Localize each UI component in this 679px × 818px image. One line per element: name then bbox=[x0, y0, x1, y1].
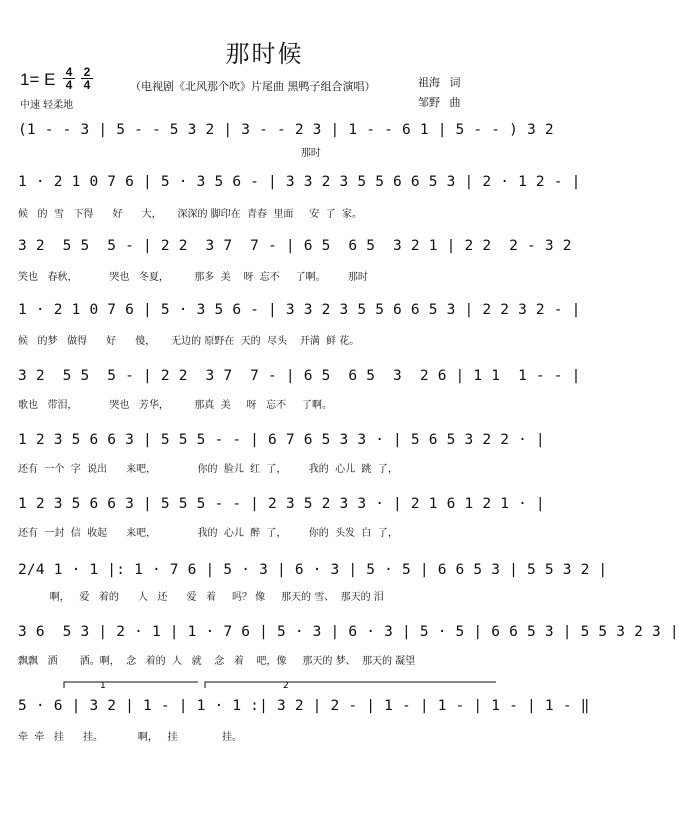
score-line-2-notes: 1 · 2 1 0 7 6 | 5 · 3 5 6 - | 3 3 2 3 5 5 6 6 5 3 | 2 · 1 2 - | bbox=[18, 174, 581, 190]
time-signature-top: 2 bbox=[83, 65, 91, 79]
score-line-10-notes: 5 · 6 | 3 2 | 1 - | 1 · 1 :| 3 2 | 2 - | 1 - | 1 - | 1 - | 1 - ‖ bbox=[18, 698, 590, 714]
score-line-4-lyrics: 候 的梦 做得 好 傻， 无边的 原野在 天的 尽头 开满 鲜 花。 bbox=[18, 336, 360, 347]
song-subtitle: （电视剧《北风那个吹》片尾曲 黑鸭子组合演唱） bbox=[130, 80, 376, 93]
score-line-7-notes: 1 2 3 5 6 6 3 | 5 5 5 - - | 2 3 5 2 3 3 · | 2 1 6 1 2 1 · | bbox=[18, 496, 545, 512]
score-line-6-notes: 1 2 3 5 6 6 3 | 5 5 5 - - | 6 7 6 5 3 3 · | 5 6 5 3 2 2 · | bbox=[18, 432, 545, 448]
score-line-4-notes: 1 · 2 1 0 7 6 | 5 · 3 5 6 - | 3 3 2 3 5 5 6 6 5 3 | 2 2 3 2 - | bbox=[18, 302, 581, 318]
time-signature-top: 4 bbox=[65, 65, 73, 79]
score-line-8-lyrics: 啊， 爱 着的 人 还 爱 着 吗？ 像 那天的 雪、 那天的 泪 bbox=[18, 592, 384, 603]
volta-first-ending: 1 bbox=[100, 681, 106, 691]
lyricist-credit: 祖海 词 bbox=[418, 76, 461, 89]
score-line-10-lyrics: 牵 牵 挂 挂。 啊， 挂 挂。 bbox=[18, 732, 242, 743]
score-line-8-notes: 2/4 1 · 1 |: 1 · 7 6 | 5 · 3 | 6 · 3 | 5 · 5 | 6 6 5 3 | 5 5 3 2 | bbox=[18, 562, 608, 578]
volta-second-ending: 2 bbox=[283, 681, 289, 691]
score-line-3-notes: 3 2 5 5 5 - | 2 2 3 7 7 - | 6 5 6 5 3 2 1 | 2 2 2 - 3 2 bbox=[18, 238, 572, 254]
time-signature-bottom: 4 bbox=[65, 78, 73, 92]
score-line-6-lyrics: 还有 一个 字 说出 来吧， 你的 脸儿 红 了， 我的 心儿 跳 了， bbox=[18, 464, 398, 475]
score-line-9-lyrics: 飘飘 洒 洒。啊， 念 着的 人 就 念 着 吧，像 那天的 梦、 那天的 凝望 bbox=[18, 656, 416, 667]
score-line-5-notes: 3 2 5 5 5 - | 2 2 3 7 7 - | 6 5 6 5 3 2 6 | 1 1 1 - - | bbox=[18, 368, 581, 384]
time-signature-2-4 bbox=[80, 66, 94, 91]
song-title: 那时候 bbox=[225, 40, 304, 68]
tempo-marking: 中速 轻柔地 bbox=[20, 100, 74, 111]
score-line-5-lyrics: 歌也 带泪， 哭也 芳华， 那真 美 呀 忘不 了啊。 bbox=[18, 400, 332, 411]
time-signature-bottom: 4 bbox=[83, 78, 91, 92]
score-line-3-lyrics: 笑也 春秋， 哭也 冬夏， 那多 美 呀 忘不 了啊。 那时 bbox=[18, 272, 368, 283]
score-line-9-notes: 3 6 5 3 | 2 · 1 | 1 · 7 6 | 5 · 3 | 6 · 3 | 5 · 5 | 6 6 5 3 | 5 5 3 2 3 | bbox=[18, 624, 679, 640]
score-line-1-notes: (1 - - 3 | 5 - - 5 3 2 | 3 - - 2 3 | 1 - - 6 1 | 5 - - ) 3 2 bbox=[18, 122, 554, 138]
time-signature-4-4 bbox=[62, 66, 76, 91]
key-signature: 1= E bbox=[20, 70, 56, 89]
score-line-1-lyrics: 那时 bbox=[18, 148, 321, 159]
score-line-7-lyrics: 还有 一封 信 收起 来吧， 我的 心儿 醉 了， 你的 头发 白 了， bbox=[18, 528, 398, 539]
composer-credit: 邹野 曲 bbox=[418, 96, 461, 109]
score-line-2-lyrics: 候 的 雪 下得 好 大， 深深的 脚印在 青春 里面 安 了 家。 bbox=[18, 209, 362, 220]
